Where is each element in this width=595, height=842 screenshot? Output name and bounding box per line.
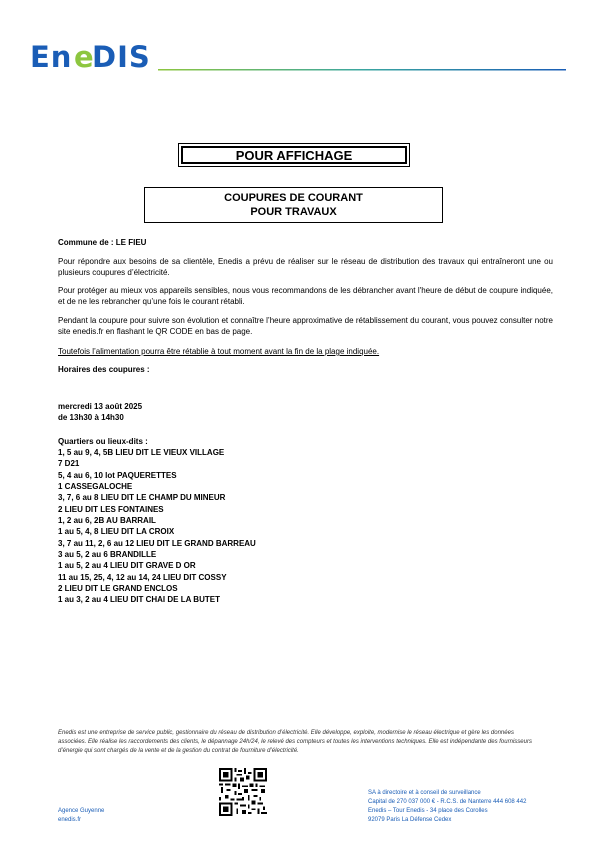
commune-label: Commune de : LE FIEU xyxy=(58,238,147,247)
footer-legal-note: Enedis est une entreprise de service public, gestionnaire du réseau de distribution d’électricité. Elle développe, exploite, modernise le réseau électrique et gère les données associées. Elle réalise les raccordements des clients, le dépannage 24h/24, le relevé des compteurs et toutes les interventions techniques. Elle est indépendante des fournisseurs d’énergie qui sont chargés de la vente et de la gestion du contrat de fourniture d’électricité. xyxy=(58,730,532,754)
quartiers-label: Quartiers ou lieux-dits : xyxy=(58,437,148,446)
paragraph-followup: Pendant la coupure pour suivre son évolution et connaître l’heure approximative de rétablissement du courant, vous pouvez consulter notre site enedis.fr en flashant le QR CODE en bas de page. xyxy=(58,316,553,336)
list-item: 2 LIEU DIT LES FONTAINES xyxy=(58,504,164,514)
list-item: 1, 5 au 9, 4, 5B LIEU DIT LE VIEUX VILLAGE xyxy=(58,448,225,457)
qr-code-graphic xyxy=(219,768,267,816)
company-address: Enedis – Tour Enedis - 34 place des Corolles xyxy=(368,808,488,814)
list-item: 7 D21 xyxy=(58,459,80,469)
list-item: 3 au 5, 2 au 6 BRANDILLE xyxy=(58,550,157,560)
header-rule xyxy=(158,68,566,71)
enedis-logo-icon xyxy=(30,40,155,72)
list-item: 5, 4 au 6, 10 lot PAQUERETTES xyxy=(58,470,177,480)
quartiers-list xyxy=(58,447,358,606)
qr-code-icon[interactable] xyxy=(219,768,267,816)
paragraph-intro: Pour répondre aux besoins de sa clientèle, Enedis a prévu de réaliser sur le réseau de distribution des travaux qui entraîneront une ou plusieurs coupures d’électricité. xyxy=(58,257,553,277)
svg-text:DIS: DIS xyxy=(92,40,151,72)
outage-time: de 13h30 à 14h30 xyxy=(58,413,124,422)
company-city: 92079 Paris La Défense Cedex xyxy=(368,817,452,823)
subtitle-box xyxy=(144,187,443,223)
subtitle-line-1: COUPURES DE COURANT xyxy=(224,192,363,204)
agency-name: Agence Guyenne xyxy=(58,808,105,814)
list-item: 1 au 5, 4, 8 LIEU DIT LA CROIX xyxy=(58,527,175,537)
company-form: SA à directoire et à conseil de surveillance xyxy=(368,790,481,796)
list-item: 11 au 15, 25, 4, 12 au 14, 24 LIEU DIT COSSY xyxy=(58,572,227,582)
page-title: POUR AFFICHAGE xyxy=(181,146,407,164)
list-item: 1 CASSEGALOCHE xyxy=(58,482,133,492)
footer-agency xyxy=(58,807,104,825)
list-item: 2 LIEU DIT LE GRAND ENCLOS xyxy=(58,584,178,594)
svg-text:En: En xyxy=(30,40,73,72)
company-capital: Capital de 270 037 000 € - R.C.S. de Nanterre 444 608 442 xyxy=(368,799,527,805)
website-link[interactable]: enedis.fr xyxy=(58,817,82,823)
title-box xyxy=(178,143,410,167)
outage-date: mercredi 13 août 2025 xyxy=(58,402,143,411)
svg-text:e: e xyxy=(74,40,94,72)
paragraph-protect: Pour protéger au mieux vos appareils sensibles, nous vous recommandons de les débrancher avant l'heure de début de coupure indiquée, et de ne les rebrancher qu’une fois le courant rétabli. xyxy=(58,286,553,306)
list-item: 1 au 5, 2 au 4 LIEU DIT GRAVE D OR xyxy=(58,561,196,571)
horaires-label: Horaires des coupures : xyxy=(58,365,150,374)
enedis-logo xyxy=(30,40,155,72)
paragraph-restore-note: Toutefois l’alimentation pourra être rétablie à tout moment avant la fin de la plage indiquée. xyxy=(58,347,380,356)
list-item: 3, 7 au 11, 2, 6 au 12 LIEU DIT LE GRAND BARREAU xyxy=(58,538,256,548)
list-item: 3, 7, 6 au 8 LIEU DIT LE CHAMP DU MINEUR xyxy=(58,493,226,503)
list-item: 1, 2 au 6, 2B AU BARRAIL xyxy=(58,516,156,526)
subtitle-line-2: POUR TRAVAUX xyxy=(250,206,337,218)
list-item: 1 au 3, 2 au 4 LIEU DIT CHAI DE LA BUTET xyxy=(58,595,220,605)
footer-company-info xyxy=(368,789,526,825)
